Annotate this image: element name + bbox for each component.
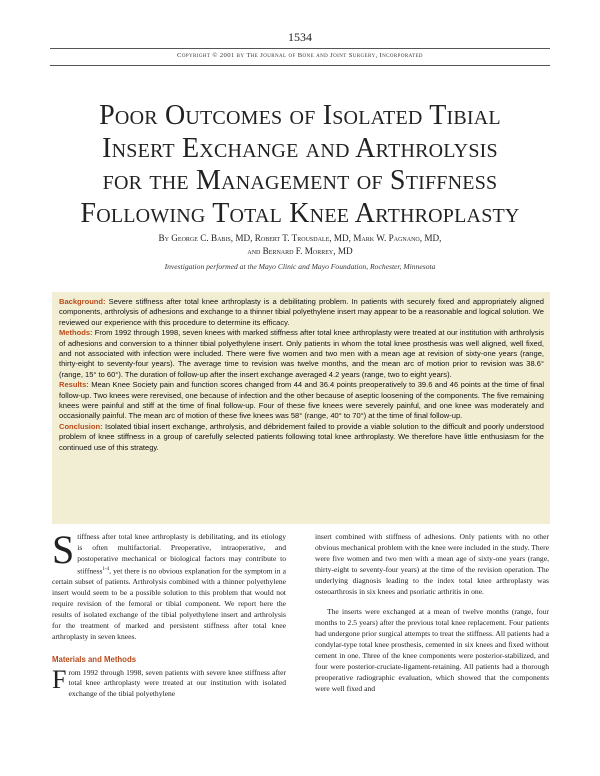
- author-list: [60, 232, 540, 257]
- author-line: and Bernard F. Morrey, MD: [247, 245, 353, 256]
- intro-text-continued: , yet there is no obvious explanation for the symptom in a certain subset of patients. Arthrolysis combined with a thinner polyethylene insert would seem to be a possible solution to this problem that would not require revision of the femoral or tibial component. We report here the results of isolated exchange of the tibial polyethylene insert and arthrolysis for the treatment of marked and persistent stiffness after total knee arthroplasty in seven knees.: [52, 566, 286, 641]
- abstract-methods-text: From 1992 through 1998, seven knees with marked stiffness after total knee arthroplasty were treated at our institution with arthrolysis of adhesions and conversion to a thinner tibial polyethylene insert. Only patients in whom the total knee prosthesis was well aligned, well fixed, and not associated with infection were included. There were five women and two men with a mean age at revision of sixty-one years (range, thirty-eight to seventy-four years). The average time to revision was twelve months, and the mean arc of motion prior to revision was 38.6° (range, 15° to 60°). The duration of follow-up after the insert exchange averaged 4.2 years (range, two to eight years).: [59, 328, 544, 379]
- author-line: By George C. Babis, MD, Robert T. Trousdale, MD, Mark W. Pagnano, MD,: [158, 233, 442, 243]
- intro-paragraph: [52, 527, 286, 643]
- methods-dropcap: F: [52, 664, 67, 694]
- article-title: [30, 100, 570, 230]
- abstract-background-text: Severe stiffness after total knee arthroplasty is a debilitating problem. In patients with securely fixed and appropriately aligned components, arthrolysis of adhesions and exchange to a thinner tibial polyethylene insert may appear to be a reasonable and logical solution. We reviewed our experience with this procedure to determine its efficacy.: [59, 297, 544, 327]
- methods-section-heading: Materials and Methods: [52, 654, 137, 664]
- right-paragraph-1: insert combined with stiffness of adhesions. Only patients with no other obvious mechanical problem with the knee were included in the study. There were five women and two men with a mean age of sixty-one years (range, thirty-eight to seventy-four years) at the time of the revision operation. The underlying diagnosis leading to the index total knee arthroplasty was osteoarthrosis in six knees and psoriatic arthritis in one.: [315, 532, 549, 596]
- header-rule-top: [50, 48, 550, 49]
- title-line: for the Management of Stiffness: [102, 165, 498, 196]
- page-number: 1534: [288, 30, 312, 44]
- body-column-left: [52, 527, 286, 700]
- abstract-methods: [59, 328, 544, 380]
- title-line: Insert Exchange and Arthrolysis: [102, 132, 498, 164]
- abstract-results-heading: Results:: [59, 380, 89, 390]
- abstract-background: [59, 297, 544, 328]
- intro-reference: 1-4: [102, 566, 110, 572]
- abstract-conclusion: [59, 422, 544, 453]
- intro-dropcap: S: [52, 527, 75, 572]
- abstract-box: [52, 292, 550, 524]
- title-line: Following Total Knee Arthroplasty: [80, 197, 520, 229]
- intro-text: tiffness after total knee arthroplasty is debilitating, and its etiology is often multifactorial. Preoperative, intraoperative, and postoperative mechanical or biological factors may contribute to stiffness: [77, 532, 286, 576]
- title-line: Poor Outcomes of Isolated Tibial: [99, 100, 501, 131]
- body-column-right: [315, 532, 549, 695]
- abstract-results: [59, 380, 544, 422]
- header-rule-bottom: [50, 65, 550, 66]
- abstract-conclusion-heading: Conclusion:: [59, 421, 103, 431]
- copyright-line: Copyright © 2001 by The Journal of Bone and Joint Surgery, Incorporated: [177, 52, 423, 59]
- abstract-background-heading: Background:: [59, 297, 106, 306]
- methods-paragraph: [52, 664, 286, 701]
- right-paragraph-2: The inserts were exchanged at a mean of twelve months (range, four months to 2.5 years) after the previous total knee replacement. Four patients had undergone prior surgical attempts to treat the stiffness. All patients had a condylar-type total knee prosthesis, cemented in six knees and fixed without cement in one. Three of the knee components were posterior-stabilized, and four were posterior-cruciate-ligament-retaining. All patients had a thorough preoperative radiographic evaluation, which showed that the components were well fixed and: [315, 607, 549, 693]
- abstract-conclusion-text: Isolated tibial insert exchange, arthrolysis, and débridement failed to provide a viable solution to the difficult and poorly understood problem of knee stiffness in a group of carefully selected patients following total knee arthroplasty. We therefore have little enthusiasm for the continued use of this strategy.: [59, 421, 544, 452]
- methods-text: rom 1992 through 1998, seven patients with severe knee stiffness after total knee arthroplasty were treated at our institution with isolated exchange of the tibial polyethylene: [68, 667, 286, 699]
- abstract-results-text: Mean Knee Society pain and function scores changed from 44 and 36.4 points preoperatively to 39.6 and 46 points at the time of final follow-up. Two knees were rerevised, one because of infection and the other because of aseptic loosening of the components. The five remaining knees were painful and stiff at the time of final follow-up. Four of these five knees were severely painful, and one knee was moderately and occasionally painful. The mean arc of motion of these five knees was 58° (range, 40° to 70°) at the time of final follow-up.: [59, 380, 544, 421]
- affiliation: Investigation performed at the Mayo Clinic and Mayo Foundation, Rochester, Minnesota: [164, 262, 436, 271]
- abstract-methods-heading: Methods:: [59, 328, 93, 338]
